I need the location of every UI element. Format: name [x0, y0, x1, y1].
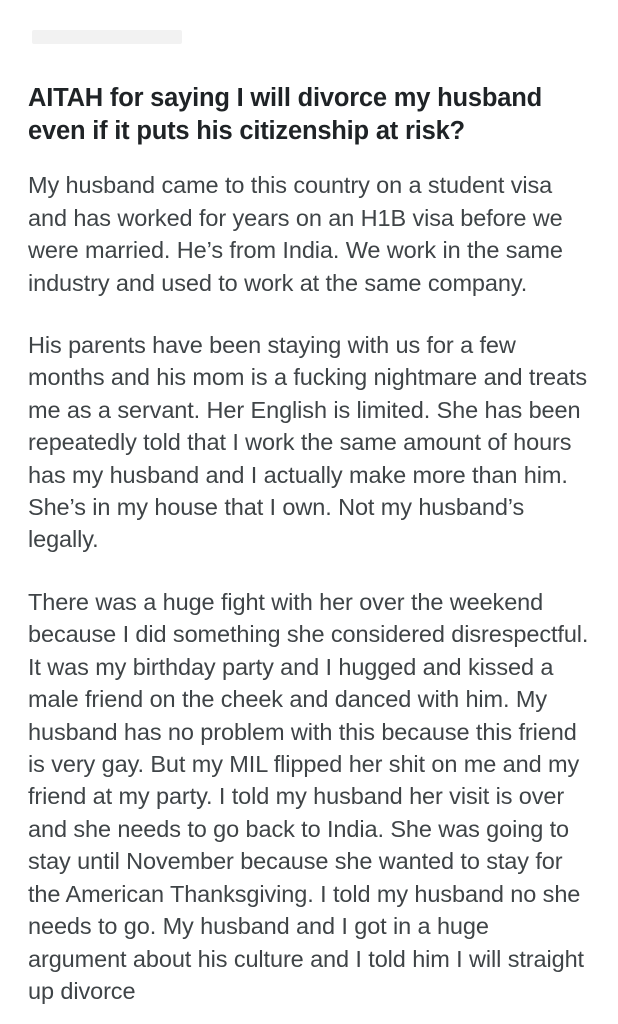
bottom-fade [0, 1008, 618, 1024]
page-title: AITAH for saying I will divorce my husband even if it puts his citizenship at risk? [28, 84, 542, 145]
post-body [28, 169, 590, 1007]
post-paragraph: His parents have been staying with us for a few months and his mom is a fucking nightmare and treats me as a servant. Her English is limited. She has been repeatedly told that I work the same amount of hours has my husband and I actually make more than him. She’s in my house that I own. Not my husband’s legally. [28, 331, 588, 553]
post-paragraph: My husband came to this country on a student visa and has worked for years on an H1B visa before we were married. He’s from India. We work in the same industry and used to work at the same company. [28, 172, 563, 296]
post-paragraph: There was a huge fight with her over the weekend because I did something she considered disrespectful. It was my birthday party and I hugged and kissed a male friend on the cheek and danced with him. My husband has no problem with this because this friend is very gay. But my MIL flipped her shit on me and my friend at my party. I told my husband her visit is over and she needs to go back to India. She was going to stay until November because she wanted to stay for the American Thanksgiving. I told my husband no she needs to go. My husband and I got in a huge argument about his culture and I told him I will straight up divorce [28, 588, 589, 1004]
top-placeholder-bar [32, 30, 182, 44]
